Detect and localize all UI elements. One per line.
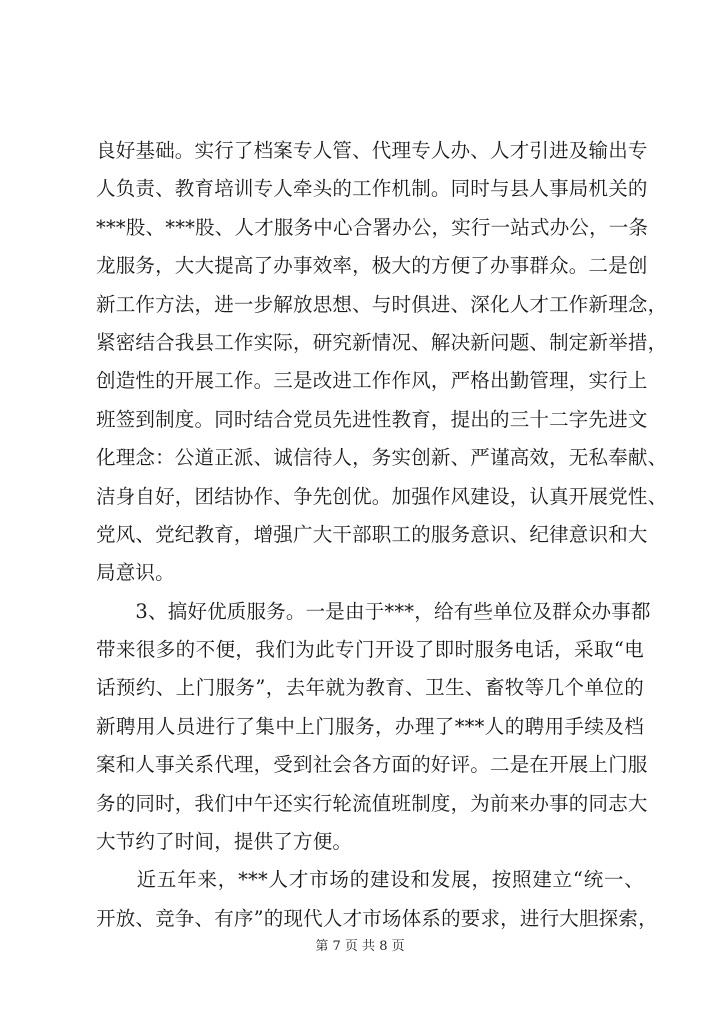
text-line: 大节约了时间，提供了方便。 (96, 830, 353, 854)
text-line: 新工作方法，进一步解放思想、与时俱进、深化人才工作新理念， (96, 292, 668, 316)
text-line: 新聘用人员进行了集中上门服务，办理了***人的聘用手续及档 (96, 714, 644, 738)
text-line: 务的同时，我们中午还实行轮流值班制度，为前来办事的同志大 (96, 791, 648, 815)
text-line: 人负责、教育培训专人牵头的工作机制。同时与县人事局机关的 (96, 177, 648, 201)
text-line: 话预约、上门服务”，去年就为教育、卫生、畜牧等几个单位的 (96, 676, 644, 700)
text-line: 案和人事关系代理，受到社会各方面的好评。二是在开展上门服 (96, 753, 648, 777)
text-line: 开放、竞争、有序”的现代人才市场体系的要求，进行大胆探索， (96, 906, 658, 930)
body-text (96, 132, 668, 938)
text-line: 龙服务，大大提高了办事效率，极大的方便了办事群众。二是创 (96, 254, 648, 278)
text-line: 班签到制度。同时结合党员先进性教育，提出的三十二字先进文 (96, 407, 648, 431)
text-line: 紧密结合我县工作实际，研究新情况、解决新问题、制定新举措， (96, 330, 668, 354)
text-line: 良好基础。实行了档案专人管、代理专人办、人才引进及输出专 (96, 139, 648, 162)
page-number-footer: 第 7 页 共 8 页 (315, 939, 405, 954)
text-line: 洁身自好，团结协作、争先创优。加强作风建设，认真开展党性、 (96, 484, 668, 508)
text-line: 带来很多的不便，我们为此专门开设了即时服务电话，采取“电 (96, 638, 644, 662)
text-line: 化理念：公道正派、诚信待人，务实创新、严谨高效，无私奉献、 (96, 446, 668, 470)
text-line: ***股、***股、人才服务中心合署办公，实行一站式办公，一条 (96, 215, 649, 239)
text-line: 党风、党纪教育，增强广大干部职工的服务意识、纪律意识和大 (96, 522, 648, 546)
text-line: 局意识。 (96, 561, 175, 585)
text-line: 近五年来，***人才市场的建设和发展，按照建立“统一、 (96, 868, 644, 892)
text-line: 创造性的开展工作。三是改进工作作风，严格出勤管理，实行上 (96, 369, 648, 393)
text-line: 3、搞好优质服务。一是由于***，给有些单位及群众办事都 (96, 599, 651, 623)
